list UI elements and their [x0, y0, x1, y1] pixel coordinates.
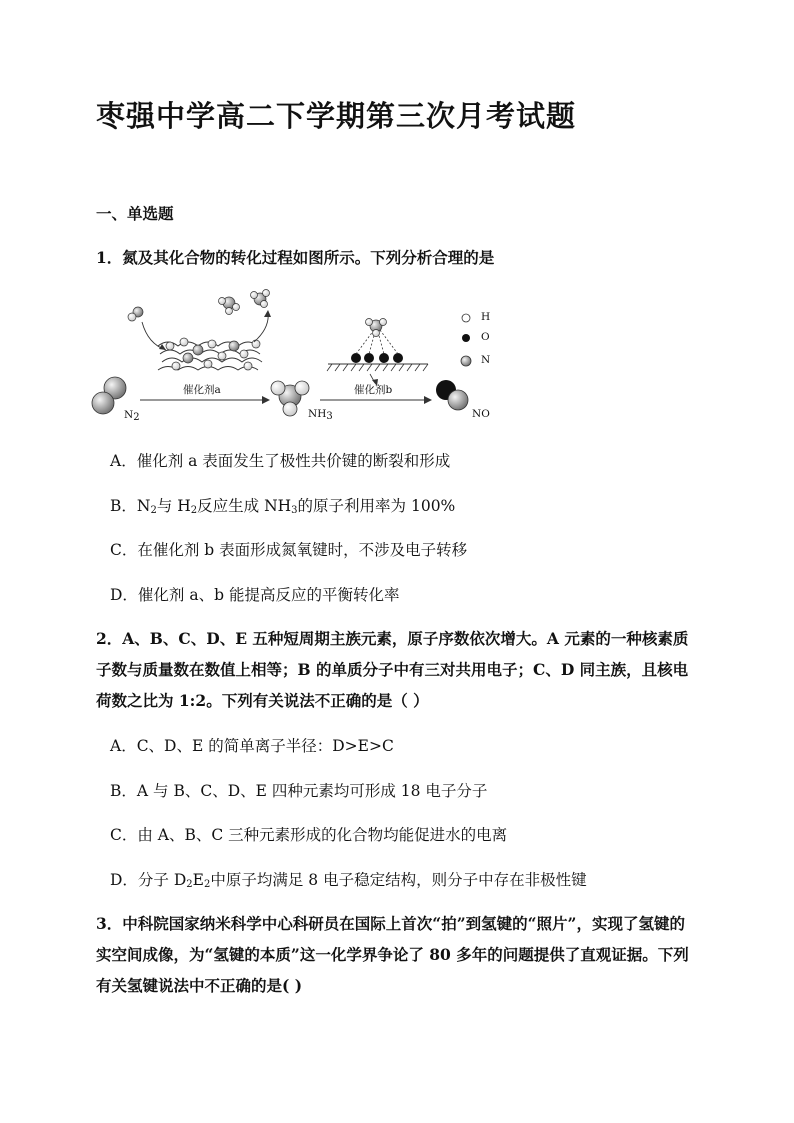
- legend-hydrogen-icon: [462, 314, 470, 322]
- legend-o-label: O: [481, 331, 490, 343]
- question-3-stem-line-1: 3．中科院国家纳米科学中心科研员在国际上首次“拍”到氢键的“照片”，实现了氢键的: [96, 914, 685, 933]
- legend-icons: [461, 314, 471, 366]
- catalyst-b-surface-icon: [327, 319, 428, 372]
- question-1-option-a: A．催化剂 a 表面发生了极性共价键的断裂和形成: [110, 452, 451, 470]
- n2-label: $N_2$: [124, 409, 140, 423]
- question-2-option-c: C．由 A、B、C 三种元素形成的化合物均能促进水的电离: [110, 826, 508, 844]
- no-molecule-icon: [436, 380, 468, 410]
- incoming-molecule-icon: [128, 307, 143, 321]
- legend-n-label: N: [481, 354, 491, 366]
- question-2-stem-line-3: 荷数之比为 1:2。下列有关说法不正确的是（ ）: [96, 691, 429, 710]
- nh3-molecule-icon: [271, 381, 309, 416]
- question-1-option-d: D．催化剂 a、b 能提高反应的平衡转化率: [110, 586, 400, 604]
- n2-molecule-icon: [92, 377, 126, 414]
- page-title: 枣强中学高二下学期第三次月考试题: [96, 99, 577, 133]
- question-2-stem-line-1: 2．A、B、C、D、E 五种短周期主族元素，原子序数依次增大。A 元素的一种核素质: [96, 629, 689, 648]
- question-2-stem-line-2: 子数与质量数在数值上相等；B 的单质分子中有三对共用电子；C、D 同主族，且核电: [96, 660, 689, 679]
- no-label: NO: [472, 408, 490, 420]
- question-2-option-b: B．A 与 B、C、D、E 四种元素均可形成 18 电子分子: [110, 782, 488, 800]
- outgoing-molecule-icon: [219, 290, 270, 315]
- question-3-stem-line-2: 实空间成像，为“氢键的本质”这一化学界争论了 80 多年的问题提供了直观证据。下列: [96, 945, 689, 964]
- question-1-option-c: C．在催化剂 b 表面形成氮氧键时，不涉及电子转移: [110, 541, 468, 559]
- nh3-label: $NH_3$: [308, 408, 333, 422]
- section-heading: 一、单选题: [96, 204, 174, 223]
- catalyst-a-label: 催化剂a: [183, 384, 221, 396]
- legend-nitrogen-icon: [461, 356, 471, 366]
- catalyst-b-label: 催化剂b: [354, 384, 393, 396]
- legend-h-label: H: [481, 311, 491, 323]
- question-1-stem: 1．氮及其化合物的转化过程如图所示。下列分析合理的是: [96, 248, 495, 267]
- question-3-stem-line-3: 有关氢键说法中不正确的是( ): [96, 976, 303, 995]
- question-2-option-d: D．分子 $D_2E_2$中原子均满足 8 电子稳定结构，则分子中存在非极性键: [110, 871, 587, 890]
- legend-oxygen-icon: [462, 334, 470, 342]
- reaction-diagram: [88, 284, 508, 434]
- question-2-option-a: A．C、D、E 的简单离子半径：D>E>C: [110, 737, 394, 755]
- reaction-diagram-svg: [88, 284, 508, 434]
- question-1-option-b: B．$N_2$与 $H_2$反应生成 $NH_3$的原子利用率为 100%: [110, 497, 456, 516]
